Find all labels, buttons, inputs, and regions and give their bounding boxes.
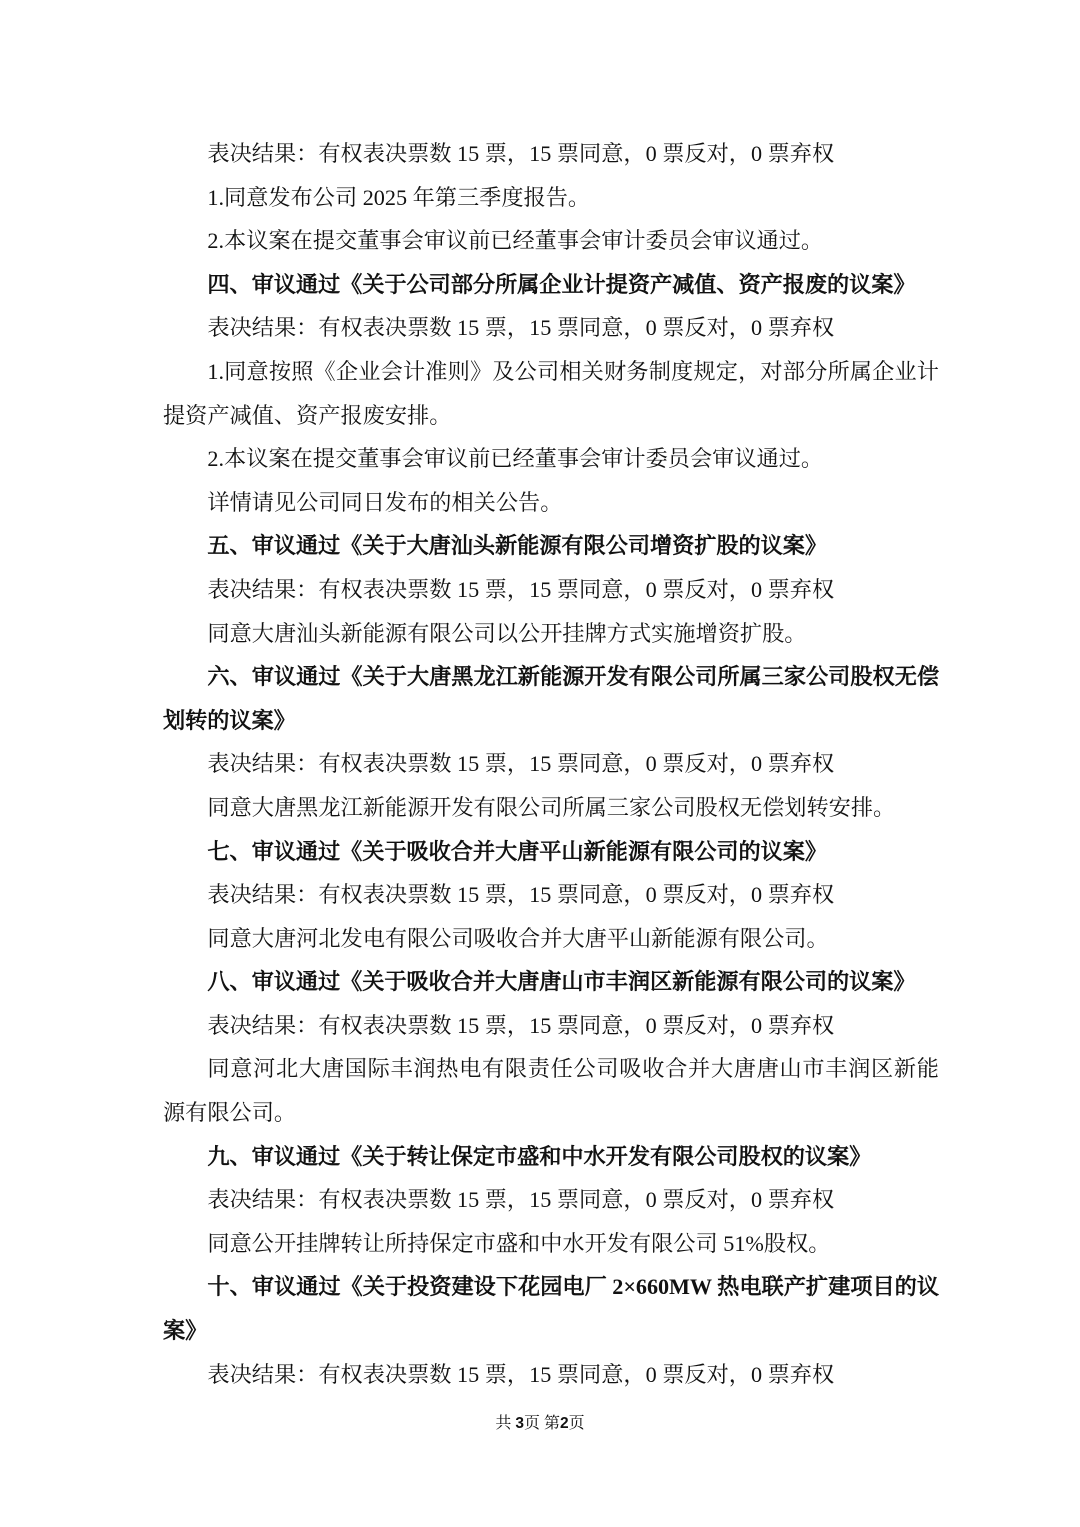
item-6-note: 同意大唐黑龙江新能源开发有限公司所属三家公司股权无偿划转安排。 [207, 794, 896, 820]
item-4-note-2: 2.本议案在提交董事会审议前已经董事会审计委员会审议通过。 [207, 446, 824, 472]
footer-total-prefix: 共 [495, 1415, 516, 1432]
footer-middle: 页 第 [523, 1415, 560, 1432]
page-footer [0, 1412, 1080, 1436]
item-5-note: 同意大唐汕头新能源有限公司以公开挂牌方式实施增资扩股。 [207, 620, 807, 646]
item-8-note: 同意河北大唐国际丰润热电有限责任公司吸收合并大唐唐山市丰润区新能源有限公司。 [163, 1056, 939, 1126]
vote-result-item-4: 表决结果：有权表决票数 15 票，15 票同意，0 票反对，0 票弃权 [207, 315, 835, 341]
agenda-item-10-title: 十、审议通过《关于投资建设下花园电厂 2×660MW 热电联产扩建项目的议案》 [163, 1274, 939, 1344]
vote-result-item-7: 表决结果：有权表决票数 15 票，15 票同意，0 票反对，0 票弃权 [207, 882, 835, 908]
agenda-item-8-title: 八、审议通过《关于吸收合并大唐唐山市丰润区新能源有限公司的议案》 [207, 969, 916, 995]
vote-result-item-5: 表决结果：有权表决票数 15 票，15 票同意，0 票反对，0 票弃权 [207, 576, 835, 602]
vote-result-item-9: 表决结果：有权表决票数 15 票，15 票同意，0 票反对，0 票弃权 [207, 1187, 835, 1213]
item-9-note: 同意公开挂牌转让所持保定市盛和中水开发有限公司 51%股权。 [207, 1230, 831, 1256]
document-body [163, 132, 939, 1396]
agenda-item-9-title: 九、审议通过《关于转让保定市盛和中水开发有限公司股权的议案》 [207, 1143, 872, 1169]
item-4-note-1: 1.同意按照《企业会计准则》及公司相关财务制度规定，对部分所属企业计提资产减值、资产报废安排。 [163, 358, 939, 428]
item-3-note-1: 1.同意发布公司 2025 年第三季度报告。 [207, 184, 591, 210]
item-4-note-3: 详情请见公司同日发布的相关公告。 [207, 489, 563, 515]
agenda-item-6-title: 六、审议通过《关于大唐黑龙江新能源开发有限公司所属三家公司股权无偿划转的议案》 [163, 664, 939, 733]
item-3-note-2: 2.本议案在提交董事会审议前已经董事会审计委员会审议通过。 [207, 228, 824, 254]
agenda-item-7-title: 七、审议通过《关于吸收合并大唐平山新能源有限公司的议案》 [207, 838, 827, 864]
footer-total-pages: 3 [515, 1415, 524, 1432]
footer-suffix: 页 [568, 1415, 585, 1432]
vote-result-item-3: 表决结果：有权表决票数 15 票，15 票同意，0 票反对，0 票弃权 [207, 141, 835, 166]
agenda-item-4-title: 四、审议通过《关于公司部分所属企业计提资产减值、资产报废的议案》 [207, 271, 916, 297]
vote-result-item-6: 表决结果：有权表决票数 15 票，15 票同意，0 票反对，0 票弃权 [207, 751, 835, 777]
footer-current-page: 2 [560, 1415, 569, 1432]
item-7-note: 同意大唐河北发电有限公司吸收合并大唐平山新能源有限公司。 [207, 925, 829, 951]
vote-result-item-10: 表决结果：有权表决票数 15 票，15 票同意，0 票反对，0 票弃权 [207, 1361, 835, 1387]
vote-result-item-8: 表决结果：有权表决票数 15 票，15 票同意，0 票反对，0 票弃权 [207, 1012, 835, 1038]
agenda-item-5-title: 五、审议通过《关于大唐汕头新能源有限公司增资扩股的议案》 [207, 533, 827, 559]
